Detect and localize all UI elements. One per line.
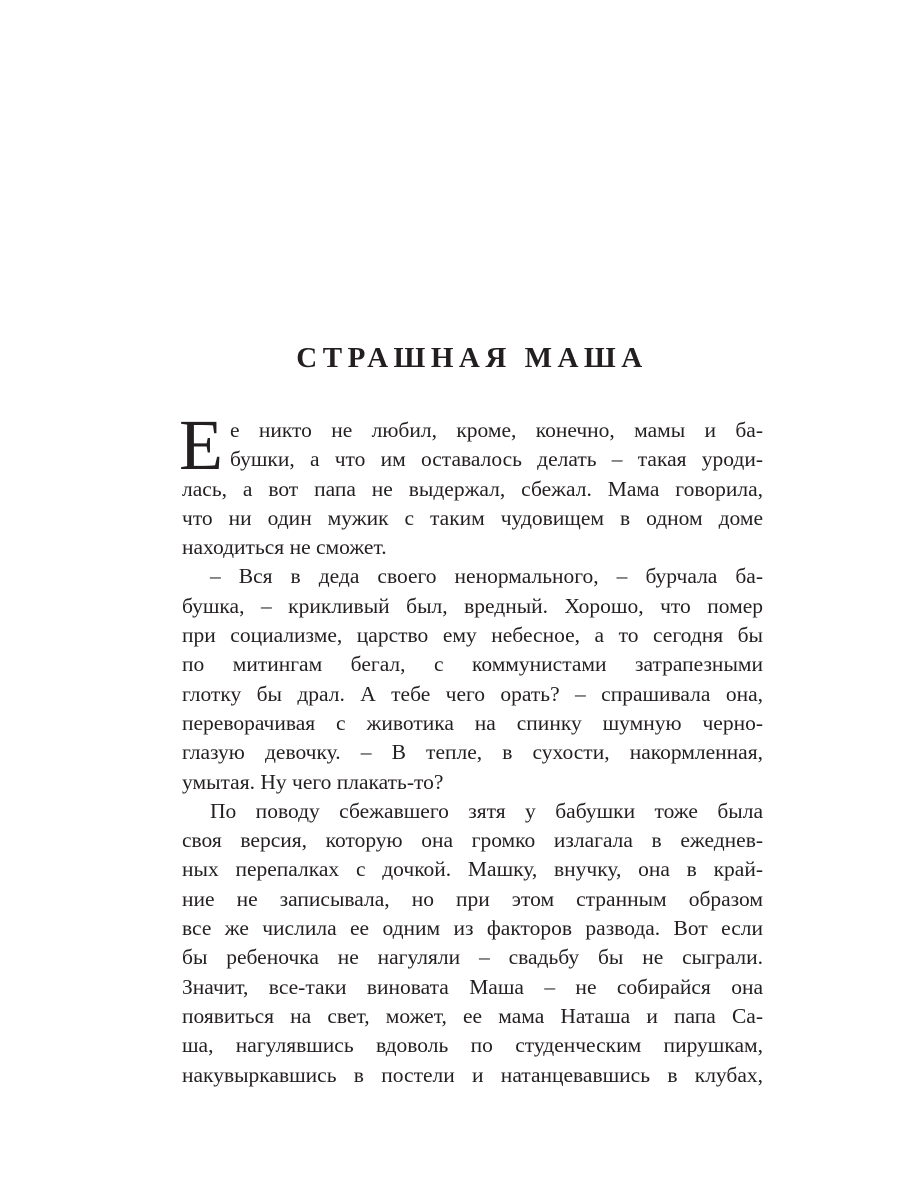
paragraph-1 xyxy=(179,405,763,562)
text-line: ние не записывала, но при этом странным образом xyxy=(182,886,763,911)
text-line: бушки, а что им оставалось делать – такая уроди- xyxy=(230,447,763,472)
text-line: бы ребеночка не нагуляли – свадьбу бы не сыграли. xyxy=(182,945,763,970)
text-line: По поводу сбежавшего зятя у бабушки тоже была xyxy=(210,798,763,823)
text-line: находиться не сможет. xyxy=(182,535,387,560)
body-text xyxy=(179,405,763,1090)
text-line: ша, нагулявшись вдоволь по студенческим пирушкам, xyxy=(182,1033,763,1058)
text-line: умытая. Ну чего плакать-то? xyxy=(182,769,444,794)
text-line: Значит, все-таки виновата Маша – не собирайся она xyxy=(182,974,763,999)
text-line: при социализме, царство ему небесное, а то сегодня бы xyxy=(182,623,763,648)
drop-cap: Е xyxy=(179,405,223,485)
text-line: бушка, – крикливый был, вредный. Хорошо, что помер xyxy=(182,593,763,618)
text-line: что ни один мужик с таким чудовищем в одном доме xyxy=(182,505,763,530)
text-line: – Вся в деда своего ненормального, – бурчала ба- xyxy=(210,564,763,589)
text-line: все же числила ее одним из факторов развода. Вот если xyxy=(182,916,763,941)
text-line: по митингам бегал, с коммунистами затрапезными xyxy=(182,652,763,677)
text-line: своя версия, которую она громко излагала в ежеднев- xyxy=(182,828,763,853)
paragraph-3 xyxy=(182,797,763,1090)
text-line: е никто не любил, кроме, конечно, мамы и ба- xyxy=(230,418,763,442)
text-line: переворачивая с животика на спинку шумную черно- xyxy=(182,710,763,735)
chapter-title: СТРАШНАЯ МАША xyxy=(296,342,648,374)
paragraph-2 xyxy=(182,562,763,796)
text-line: накувыркавшись в постели и натанцевавшись в клубах, xyxy=(182,1062,763,1087)
text-line: появиться на свет, может, ее мама Наташа и папа Са- xyxy=(182,1003,763,1028)
text-line: глазую девочку. – В тепле, в сухости, накормленная, xyxy=(182,740,763,765)
text-line: глотку бы драл. А тебе чего орать? – спрашивала она, xyxy=(182,681,763,706)
text-line: лась, а вот папа не выдержал, сбежал. Мама говорила, xyxy=(182,476,763,501)
text-line: ных перепалках с дочкой. Машку, внучку, она в край- xyxy=(182,857,763,882)
